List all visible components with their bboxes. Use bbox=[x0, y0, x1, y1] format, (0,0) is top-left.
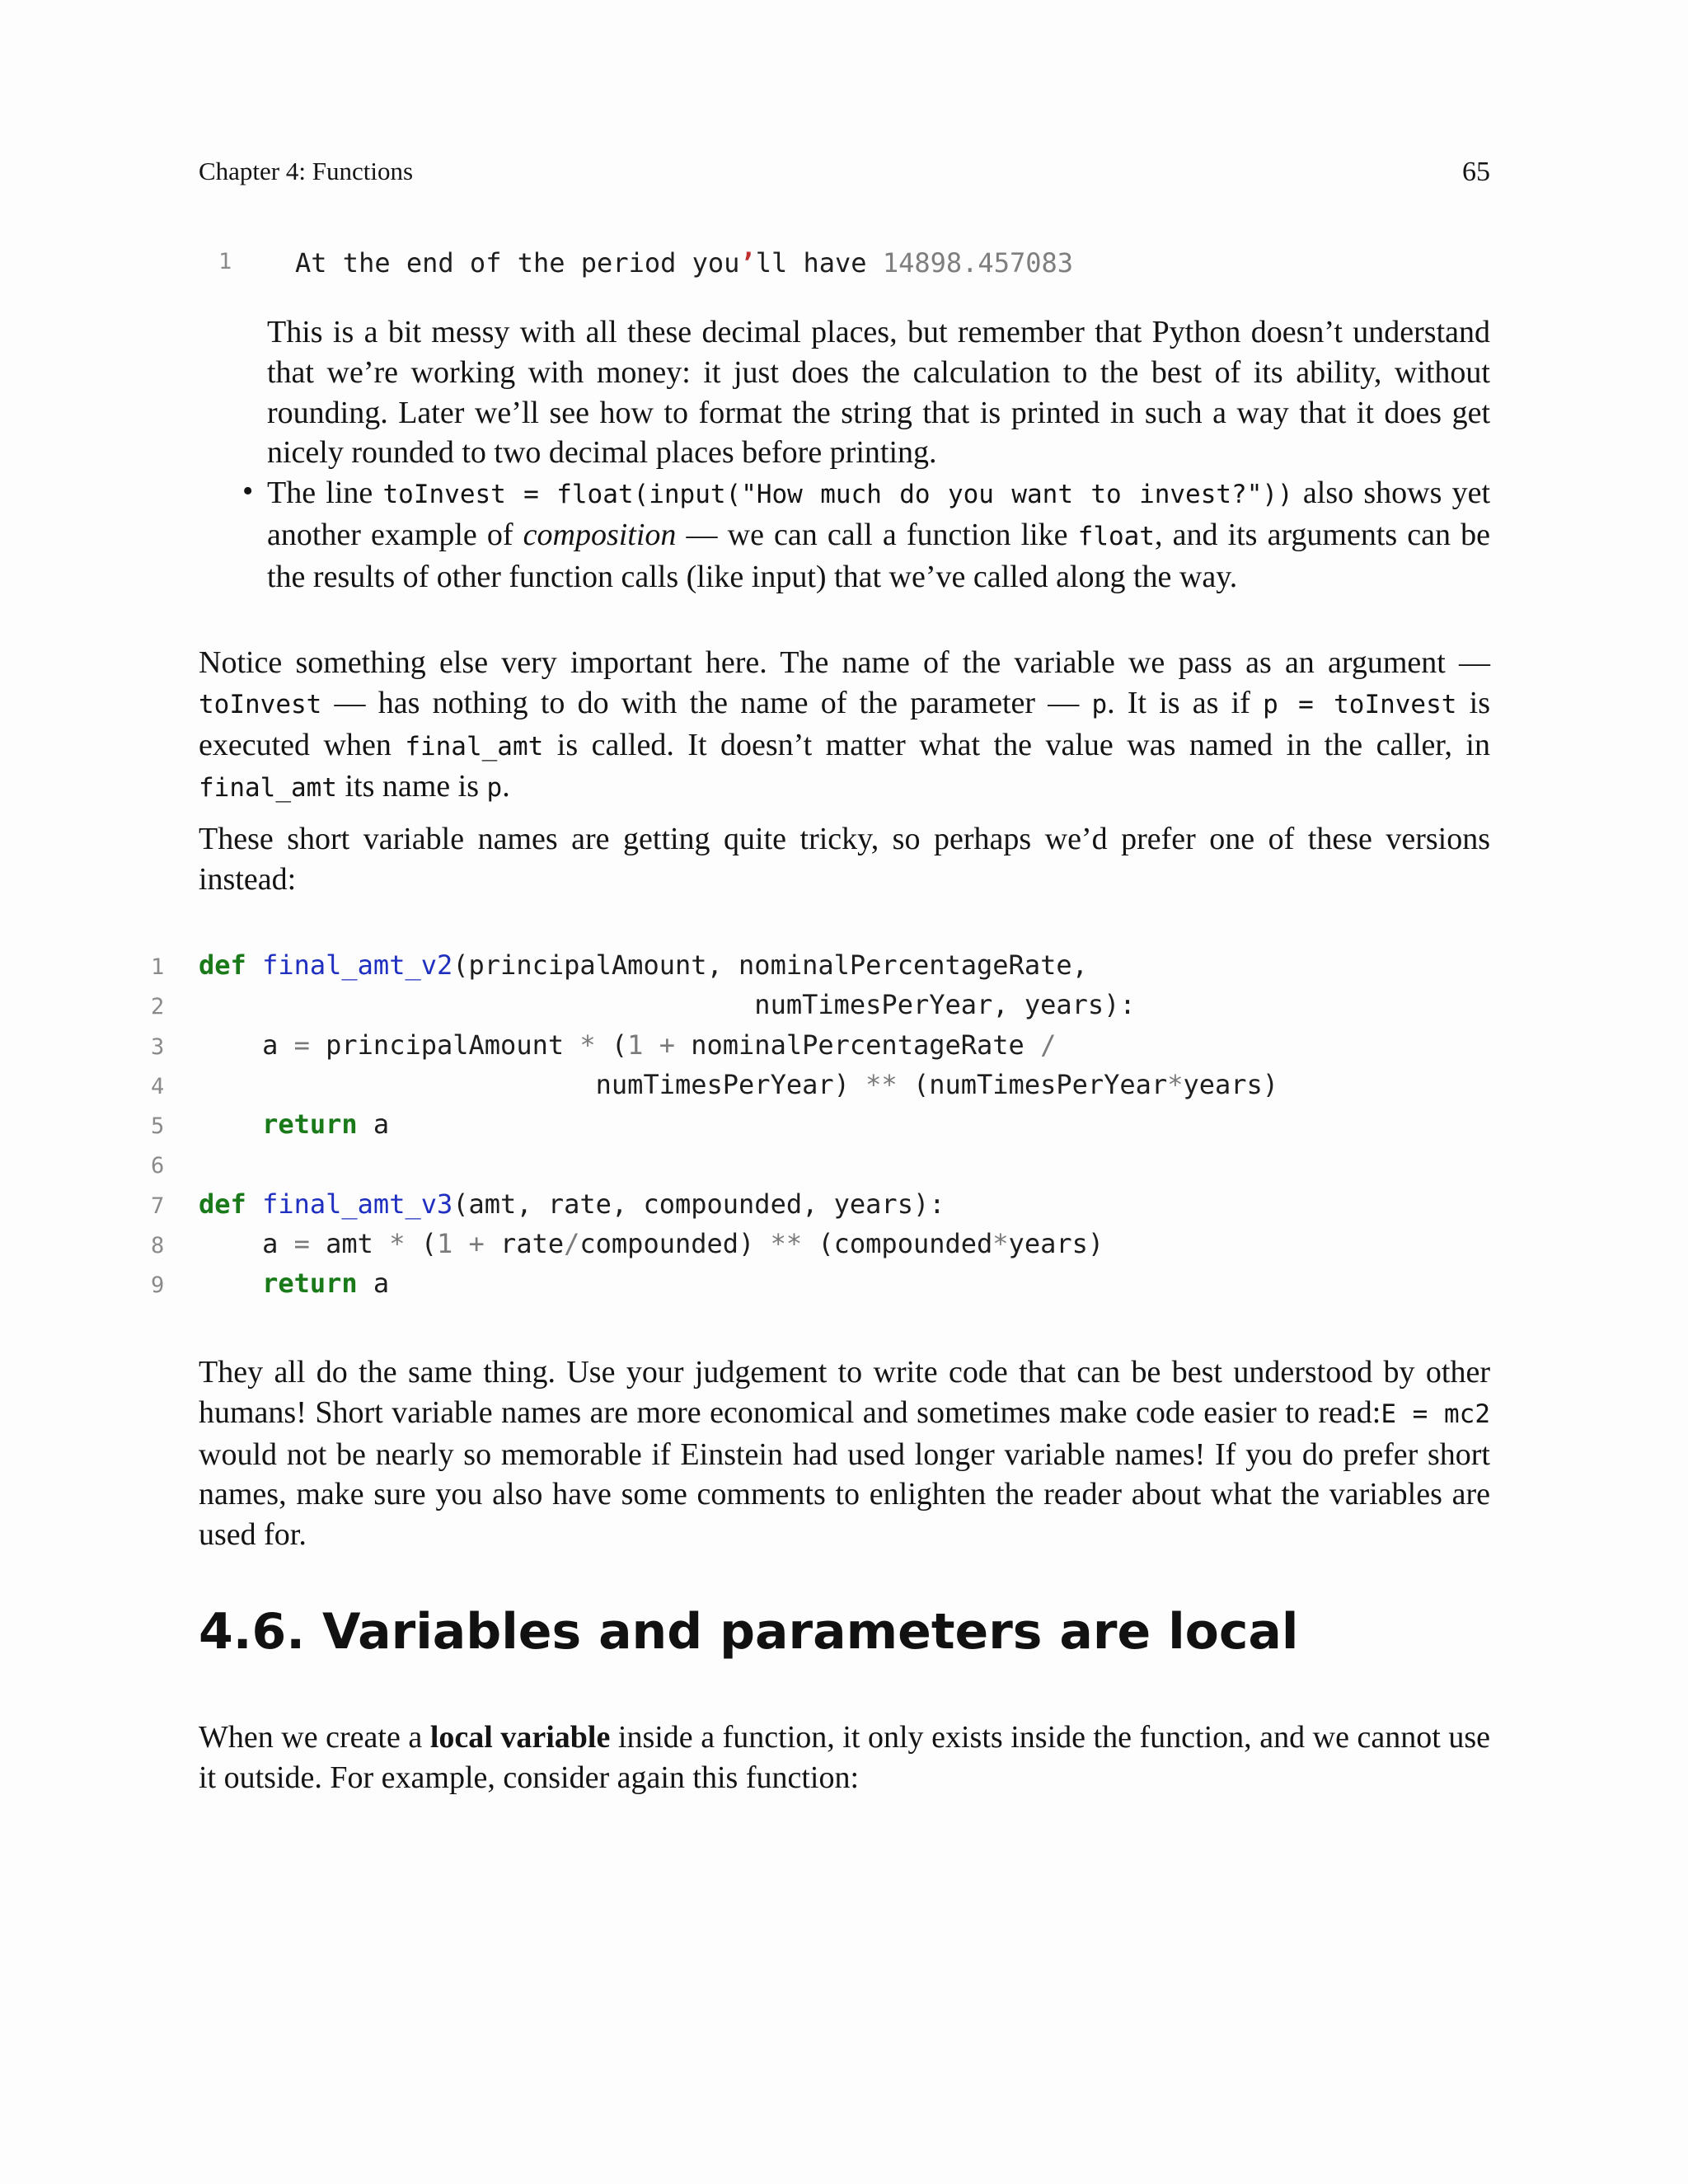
paragraph-notice: Notice something else very important here. The name of the variable we pass as an argument — toInvest — has nothing to do with the name of the parameter — p. It is as if p = toInvest is executed when final_amt is called. It doesn’t matter what the value was named in the caller, in final_amt its name is p. bbox=[199, 645, 1490, 804]
chapter-title: Chapter 4: Functions bbox=[199, 157, 414, 185]
code-line: 3 a = principalAmount * (1 + nominalPercentageRate / bbox=[151, 1029, 1057, 1061]
inline-code: float bbox=[1077, 521, 1155, 551]
code-line: 6 bbox=[151, 1153, 165, 1179]
code-block bbox=[144, 949, 1496, 1308]
paragraph-short-names: These short variable names are getting quite tricky, so perhaps we’d prefer one of these versions instead: bbox=[199, 822, 1490, 897]
page-number: 65 bbox=[1462, 157, 1490, 187]
inline-code: toInvest = float(input("How much do you want to invest?")) bbox=[382, 480, 1293, 509]
code-line: 4 numTimesPerYear) ** (numTimesPerYear*years) bbox=[151, 1068, 1279, 1100]
code-line: 5 return a bbox=[151, 1108, 390, 1141]
output-block bbox=[199, 249, 1490, 288]
section-heading: 4.6. Variables and parameters are local bbox=[199, 1603, 1299, 1661]
running-header bbox=[199, 157, 1490, 193]
bullet-marker: • bbox=[242, 474, 254, 509]
bullet-composition: The line toInvest = float(input("How much do you want to invest?")) also shows yet another example of composition — we can call a function like float, and its arguments can be the results of other function calls (like input) that we’ve called along the way. bbox=[267, 476, 1490, 594]
code-line: 7 def final_amt_v3(amt, rate, compounded, years): bbox=[151, 1188, 945, 1220]
code-line: 8 a = amt * (1 + rate/compounded) ** (compounded*years) bbox=[151, 1228, 1104, 1260]
paragraph-same-thing: They all do the same thing. Use your judgement to write code that can be best understood by other humans! Short variable names are more economical and sometimes make code easier to read:E = mc2 would not be nearly so memorable if Einstein had used longer variable names! If you do prefer short names, make sure you also have some comments to enlighten the reader about what the variables are used for. bbox=[199, 1355, 1490, 1553]
code-line: 1 def final_amt_v2(principalAmount, nominalPercentageRate, bbox=[151, 949, 1088, 981]
code-line: 2 numTimesPerYear, years): bbox=[151, 989, 1136, 1021]
paragraph-local-variable: When we create a local variable inside a function, it only exists inside the function, and we cannot use it outside. For example, consider again this function: bbox=[199, 1720, 1491, 1795]
line-number: 1 bbox=[218, 249, 232, 274]
code-line: 9 return a bbox=[151, 1268, 390, 1300]
output-text: At the end of the period you’ll have 14898.457083 bbox=[295, 247, 1074, 279]
bullet-continuation: This is a bit messy with all these decimal places, but remember that Python doesn’t understand that we’re working with money: it just does the calculation to the best of its ability, without rounding. Later we’ll see how to format the string that is printed in such a way that it does get nicely rounded to two decimal places before printing. bbox=[267, 315, 1490, 471]
